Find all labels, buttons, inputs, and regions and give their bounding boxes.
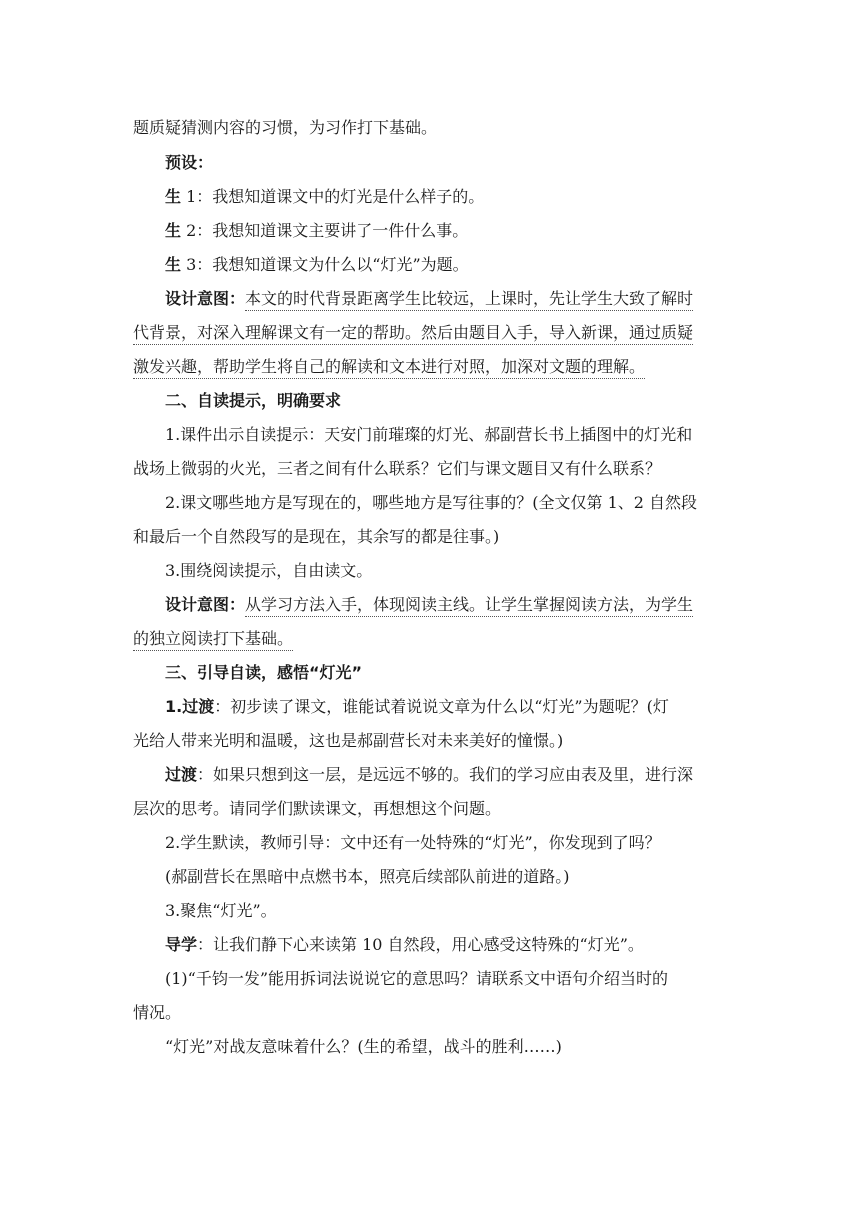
transition-label: 过渡 (165, 765, 198, 784)
student-label: 生 (165, 187, 182, 206)
line-text: ：初步读了课文，谁能试着说说文章为什么以“灯光”为题呢？(灯 (214, 697, 669, 716)
line-text: ：如果只想到这一层，是远远不够的。我们的学习应由表及里，进行深 (197, 765, 694, 784)
transition-label: 1.过渡 (165, 697, 215, 716)
design-intent-line (133, 323, 693, 343)
paragraph-line (165, 867, 570, 887)
line-text: 和最后一个自然段写的是现在，其余写的都是往事。) (133, 527, 500, 546)
paragraph-line (133, 731, 563, 751)
line-text: 题质疑猜测内容的习惯，为习作打下基础。 (133, 118, 438, 137)
line-text: 情况。 (133, 1003, 182, 1022)
design-intent-label: 设计意图： (165, 595, 246, 614)
line-text: 战场上微弱的火光，三者之间有什么联系？它们与课文题目又有什么联系？ (133, 459, 662, 478)
section-heading-2 (165, 391, 341, 411)
line-text: 1.课件出示自读提示：天安门前璀璨的灯光、郝副营长书上插图中的灯光和 (165, 425, 693, 444)
design-intent-text: 代背景，对深入理解课文有一定的帮助。然后由题目入手，导入新课，通过质疑 (133, 323, 693, 345)
line-text: (郝副营长在黑暗中点燃书本，照亮后续部队前进的道路。) (165, 867, 570, 886)
paragraph-line (165, 969, 668, 989)
line-text: 2.课文哪些地方是写现在的，哪些地方是写往事的？(全文仅第 1、2 自然段 (165, 493, 698, 512)
student-answer-2 (165, 221, 468, 241)
section-title: 二、自读提示，明确要求 (165, 391, 342, 410)
paragraph-line (165, 425, 692, 445)
section-title: 三、引导自读，感悟“灯光” (165, 663, 363, 682)
student-answer-1 (165, 187, 484, 207)
design-intent-text: 从学习方法入手，体现阅读主线。让学生掌握阅读方法，为学生 (245, 595, 693, 617)
design-intent-line (133, 629, 293, 649)
preset-label: 预设： (165, 153, 214, 172)
paragraph-line (165, 901, 277, 921)
line-text: 3.围绕阅读提示，自由读文。 (165, 561, 373, 580)
transition-line (165, 765, 693, 785)
preset-heading (165, 153, 213, 173)
design-intent-text: 的独立阅读打下基础。 (133, 629, 293, 651)
answer-text: 1：我想知道课文中的灯光是什么样子的。 (181, 187, 485, 206)
student-label: 生 (165, 221, 182, 240)
line-text: 光给人带来光明和温暖，这也是郝副营长对未来美好的憧憬。) (133, 731, 564, 750)
student-label: 生 (165, 255, 182, 274)
design-intent-line (165, 595, 693, 615)
paragraph-line (133, 1003, 181, 1023)
design-intent-line (133, 357, 645, 377)
guide-label: 导学 (165, 935, 198, 954)
design-intent-label: 设计意图： (165, 289, 246, 308)
paragraph-line (165, 493, 697, 513)
paragraph-line (133, 799, 501, 819)
paragraph-line (165, 1037, 562, 1057)
line-text: 2.学生默读，教师引导：文中还有一处特殊的“灯光”，你发现到了吗？ (165, 833, 661, 852)
line-text: ：让我们静下心来读第 10 自然段，用心感受这特殊的“灯光”。 (197, 935, 644, 954)
paragraph-line (133, 459, 661, 479)
transition-line (165, 697, 669, 717)
paragraph-line (133, 527, 499, 547)
student-answer-3 (165, 255, 469, 275)
answer-text: 2：我想知道课文主要讲了一件什么事。 (181, 221, 469, 240)
paragraph-line (133, 118, 437, 138)
paragraph-line (165, 833, 661, 853)
line-text: 3.聚焦“灯光”。 (165, 901, 277, 920)
line-text: “灯光”对战友意味着什么？(生的希望，战斗的胜利……) (165, 1037, 562, 1056)
guide-line (165, 935, 644, 955)
answer-text: 3：我想知道课文为什么以“灯光”为题。 (181, 255, 469, 274)
paragraph-line (165, 561, 372, 581)
line-text: (1)“千钧一发”能用拆词法说说它的意思吗？请联系文中语句介绍当时的 (165, 969, 669, 988)
line-text: 层次的思考。请同学们默读课文，再想想这个问题。 (133, 799, 502, 818)
design-intent-text: 本文的时代背景距离学生比较远，上课时，先让学生大致了解时 (245, 289, 693, 311)
design-intent-text: 激发兴趣，帮助学生将自己的解读和文本进行对照，加深对文题的理解。 (133, 357, 645, 379)
design-intent-line (165, 289, 693, 309)
section-heading-3 (165, 663, 362, 683)
